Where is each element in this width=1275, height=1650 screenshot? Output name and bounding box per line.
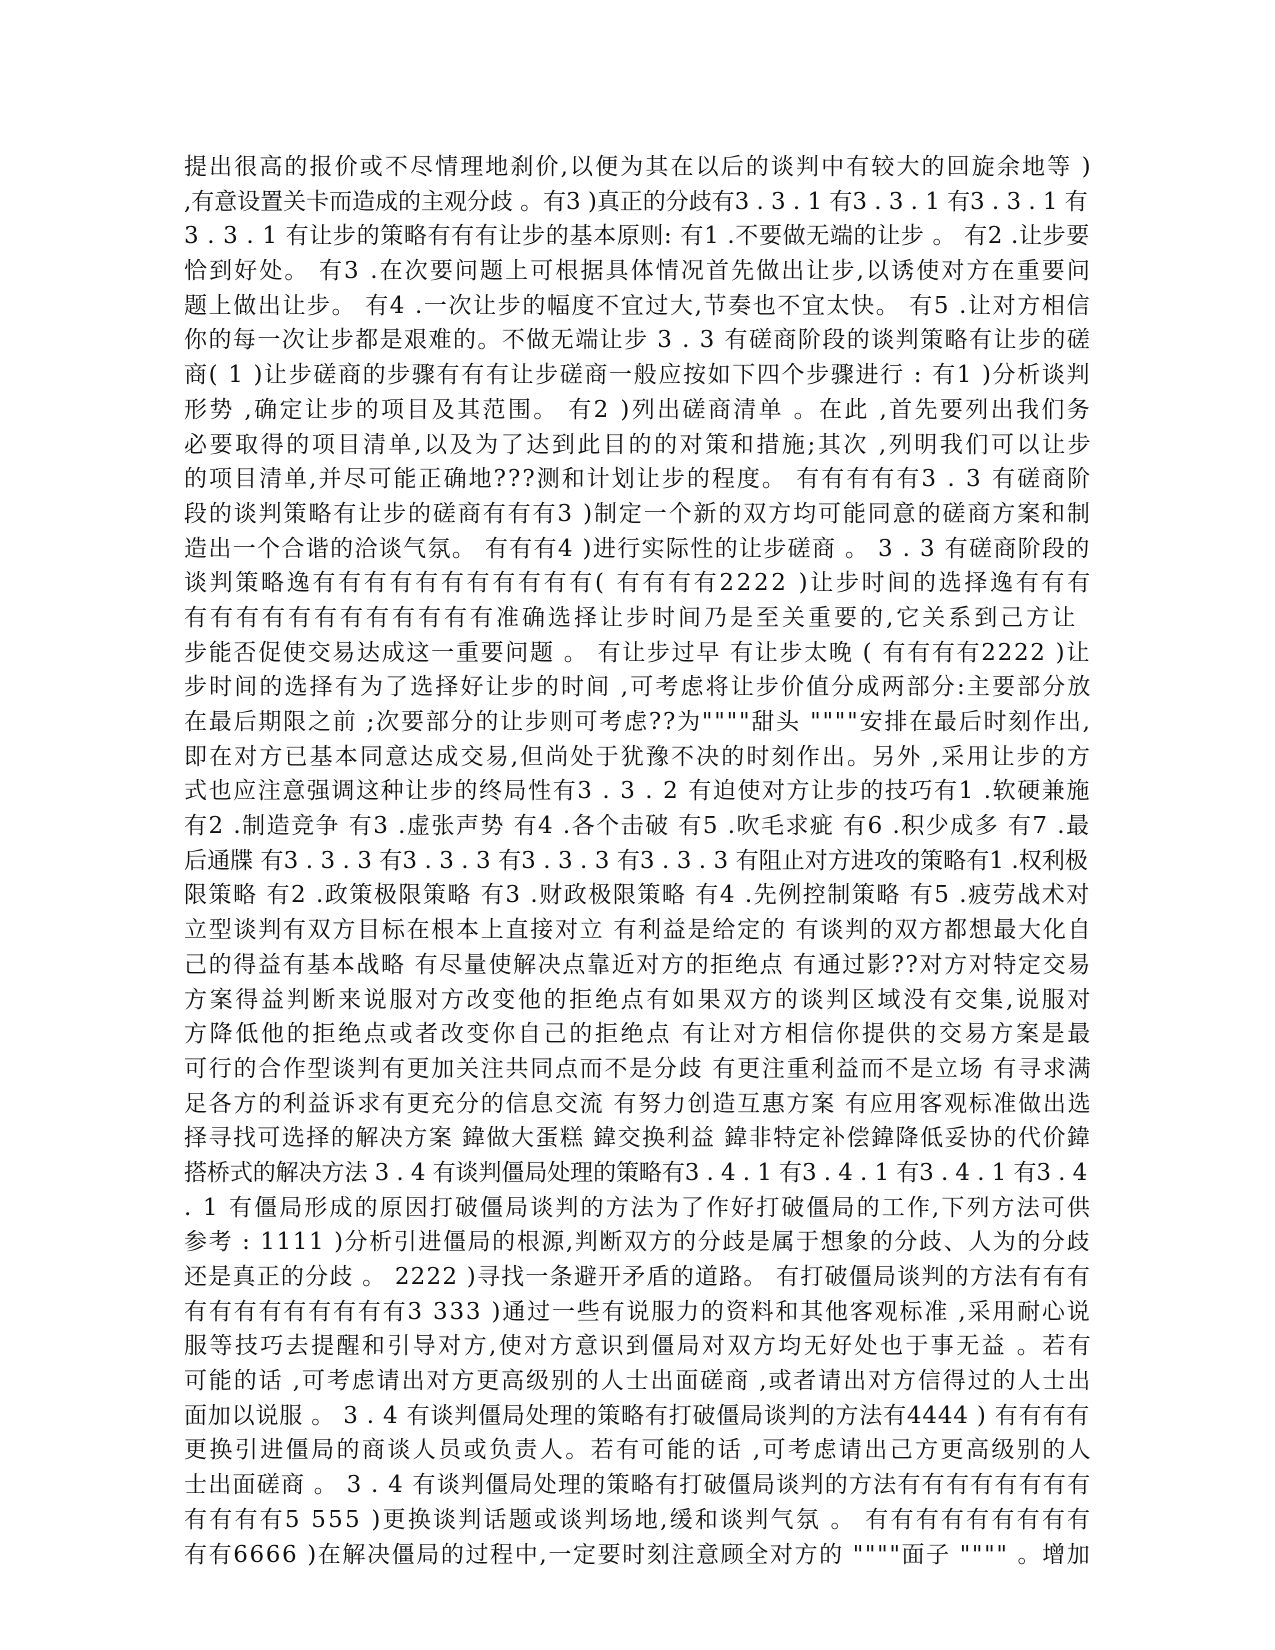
text-line: 择寻找可选择的解决方案 鍏做大蛋糕 鍏交换利益 鍏非特定补偿鍏降低妥协的代价鍏 [184,1125,1092,1152]
text-line: 方案得益判断来说服对方改变他的拒绝点有如果双方的谈判区域没有交集,说服对 [184,986,1093,1013]
body-text [184,150,1094,1572]
text-line: ,有意设置关卡而造成的主观分歧 。有3 )真正的分歧有3 . 3 . 1 有3 . 3 . 1 有3 . 3 . 1 有 [184,188,1088,215]
text-line: 方降低他的拒绝点或者改变你自己的拒绝点 有让对方相信你提供的交易方案是最 [184,1021,1093,1048]
text-line: 造出一个合谐的洽谈气氛。 有有有4 )进行实际性的让步磋商 。 3 . 3 有磋商阶段的 [184,535,1091,562]
text-line: 可行的合作型谈判有更加关注共同点而不是分歧 有更注重利益而不是立场 有寻求满 [184,1055,1093,1082]
text-line: 可能的话 ,可考虑请出对方更高级别的人士出面磋商 ,或者请出对方信得过的人士出 [184,1368,1093,1395]
text-line: 面加以说服 。 3 . 4 有谈判僵局处理的策略有打破僵局谈判的方法有4444 ) 有有有有 [184,1402,1091,1429]
text-line: 题上做出让步。 有4 .一次让步的幅度不宜过大,节奏也不宜太快。 有5 .让对方相信 [184,292,1092,319]
text-line: 谈判策略逸有有有有有有有有有有有( 有有有有2222 )让步时间的选择逸有有有 [184,570,1093,597]
text-line: 形势 ,确定让步的项目及其范围。 有2 )列出磋商清单 。在此 ,首先要列出我们务 [184,396,1093,423]
text-line: 搭桥式的解决方法 3 . 4 有谈判僵局处理的策略有3 . 4 . 1 有3 . 4 . 1 有3 . 4 . 1 有3 . 4 [184,1159,1088,1186]
text-line: 步时间的选择有为了选择好让步的时间 ,可考虑将让步价值分成两部分:主要部分放 [184,674,1093,701]
text-line: 你的每一次让步都是艰难的。不做无端让步 3 . 3 有磋商阶段的谈判策略有让步的磋 [184,327,1092,354]
text-line: 还是真正的分歧 。 2222 )寻找一条避开矛盾的道路。 有打破僵局谈判的方法有有有 [184,1264,1091,1290]
text-line: 式也应注意强调这种让步的终局性有3 . 3 . 2 有迫使对方让步的技巧有1 .软硬兼施 [184,778,1091,805]
text-line: . 1 有僵局形成的原因打破僵局谈判的方法为了作好打破僵局的工作,下列方法可供 [184,1194,1092,1221]
text-line: 服等技巧去提醒和引导对方,使对方意识到僵局对双方均无好处也于事无益 。若有 [184,1333,1094,1360]
text-line: 有有有有5 555 )更换谈判话题或谈判场地,缓和谈判气氛 。 有有有有有有有有有 [184,1506,1093,1533]
text-line: 有有有有有有有有有有有有准确选择让步时间乃是至关重要的,它关系到己方让 [184,604,1079,631]
text-line: 有有有有有有有有有3 333 )通过一些有说服力的资料和其他客观标准 ,采用耐心说 [184,1298,1092,1325]
text-line: 提出很高的报价或不尽情理地刹价,以便为其在以后的谈判中有较大的回旋余地等 ) [184,154,1093,180]
text-line: 限策略 有2 .政策极限策略 有3 .财政极限策略 有4 .先例控制策略 有5 .疲劳战术对 [184,882,1091,909]
text-line: 商( 1 )让步磋商的步骤有有有让步磋商一般应按如下四个步骤进行 : 有1 )分析谈判 [184,362,1092,389]
text-line: 参考 : 1111 )分析引进僵局的根源,判断双方的分歧是属于想象的分歧、人为的分歧 [184,1229,1092,1256]
text-line: 足各方的利益诉求有更充分的信息交流 有努力创造互惠方案 有应用客观标准做出选 [184,1090,1093,1117]
text-line: 士出面磋商 。 3 . 4 有谈判僵局处理的策略有打破僵局谈判的方法有有有有有有有有 [184,1472,1092,1499]
text-line: 有2 .制造竞争 有3 .虚张声势 有4 .各个击破 有5 .吹毛求疵 有6 .积少成多 有7 .最 [184,813,1091,840]
text-line: 即在对方已基本同意达成交易,但尚处于犹豫不决的时刻作出。另外 ,采用让步的方 [184,743,1093,770]
text-line: 必要取得的项目清单,以及为了达到此目的的对策和措施;其次 ,列明我们可以让步 [184,431,1094,458]
text-line: 步能否促使交易达成这一重要问题 。 有让步过早 有让步太晚 ( 有有有有2222 )让 [184,639,1092,666]
text-line: 立型谈判有双方目标在根本上直接对立 有利益是给定的 有谈判的双方都想最大化自 [184,917,1093,944]
text-line: 有有6666 )在解决僵局的过程中,一定要时刻注意顾全对方的 """"面子 """" 。增加 [184,1541,1092,1568]
text-line: 后通牒 有3 . 3 . 3 有3 . 3 . 3 有3 . 3 . 3 有3 . 3 . 3 有阻止对方进攻的策略有1 .权利极 [184,847,1088,874]
text-line: 3 . 3 . 1 有让步的策略有有有让步的基本原则: 有1 .不要做无端的让步 。 有2 .让步要 [184,223,1090,250]
text-line: 的项目清单,并尽可能正确地???测和计划让步的程度。 有有有有有3 . 3 有磋商阶 [184,466,1093,493]
text-line: 己的得益有基本战略 有尽量使解决点靠近对方的拒绝点 有通过影??对方对特定交易 [184,951,1092,978]
text-line: 恰到好处。 有3 .在次要问题上可根据具体情况首先做出让步,以诱使对方在重要问 [184,258,1092,285]
text-line: 在最后期限之前 ;次要部分的让步则可考虑??为""""甜头 """"安排在最后时刻作出, [184,709,1092,735]
text-line: 段的谈判策略有让步的磋商有有有3 )制定一个新的双方均可能同意的磋商方案和制 [184,500,1092,527]
text-line: 更换引进僵局的商谈人员或负责人。若有可能的话 ,可考虑请出己方更高级别的人 [184,1437,1094,1464]
